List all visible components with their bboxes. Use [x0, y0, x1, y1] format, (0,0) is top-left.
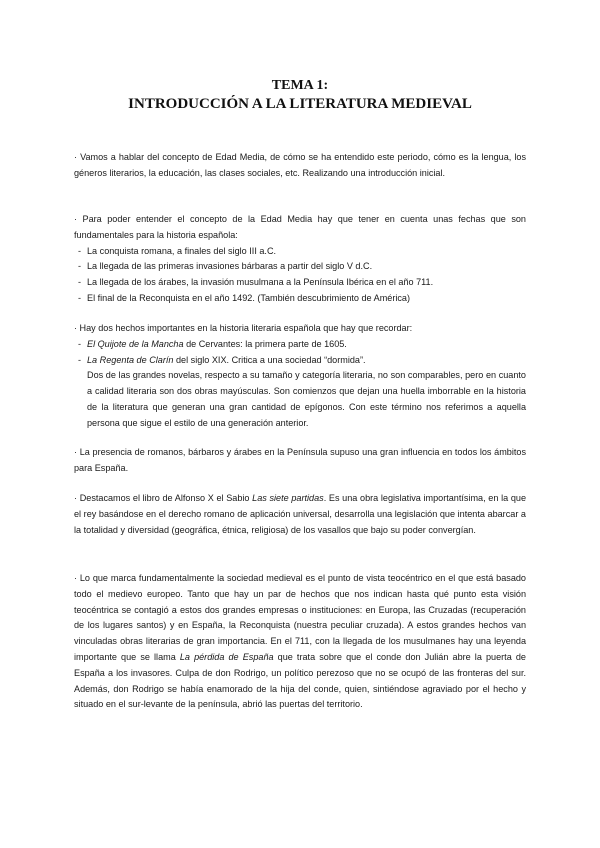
- list-item: - La conquista romana, a finales del siglo III a.C.: [74, 244, 526, 260]
- paragraph-1: [74, 150, 526, 182]
- paragraph-2-intro: · Para poder entender el concepto de la Edad Media hay que tener en cuenta unas fechas que son fundamentales para la historia española:: [74, 214, 526, 240]
- paragraph-4-text: · La presencia de romanos, bárbaros y árabes en la Península supuso una gran influencia en todos los ámbitos para España.: [74, 447, 526, 473]
- work-desc-quijote: de Cervantes: la primera parte de 1605.: [183, 338, 347, 349]
- list-item: - La llegada de los árabes, la invasión musulmana a la Península Ibérica en el año 711.: [74, 275, 526, 291]
- legend-title-perdida-espana: La pérdida de España: [179, 651, 274, 662]
- list-item: - La llegada de las primeras invasiones bárbaras a partir del siglo V d.C.: [74, 259, 526, 275]
- paragraph-6-text: [74, 571, 526, 713]
- paragraph-6-part-b: que trata sobre que el conde don Julián abre la puerta de España a los invasores. Culpa de don Rodrigo, un político perezoso que no se ocupó de las fronteras del sur. Además, don Rodrigo se había enamorado de la hija del conde, quien, sintiéndose agraviado por el hecho y situado en el sur-levante de la península, abrió las puertas del territorio.: [74, 651, 526, 710]
- paragraph-5-text: [74, 491, 526, 538]
- list-item: - El final de la Reconquista en el año 1492. (También descubrimiento de América): [74, 291, 526, 307]
- paragraph-3-body: Dos de las grandes novelas, respecto a su tamaño y categoría literaria, no son comparables, pero en cuanto a calidad literaria son dos obras mayúsculas. Son comienzos que dejan una huella imborrable en la historia de la literatura que generan una gran cantidad de epígonos. Con este término nos referimos a aquella persona que sigue el estilo de una generación anterior.: [87, 370, 526, 428]
- list-item: [74, 353, 526, 369]
- dates-list: [74, 244, 526, 307]
- work-title-quijote: El Quijote de la Mancha: [87, 338, 184, 349]
- works-list: [74, 337, 526, 369]
- title-line-2: INTRODUCCIÓN A LA LITERATURA MEDIEVAL: [128, 96, 472, 112]
- paragraph-1-text: · Vamos a hablar del concepto de Edad Media, de cómo se ha entendido este periodo, cómo es la lengua, los géneros literarios, la educación, las clases sociales, etc. Realizando una introducción inicial.: [74, 152, 526, 178]
- paragraph-5: [74, 491, 526, 538]
- book-title-siete-partidas: Las siete partidas: [252, 493, 324, 503]
- list-item: [74, 337, 526, 353]
- title-line-1: TEMA 1:: [271, 78, 329, 93]
- paragraph-5-part-a: · Destacamos el libro de Alfonso X el Sabio: [74, 493, 253, 503]
- paragraph-3-intro: · Hay dos hechos importantes en la historia literaria española que hay que recordar:: [74, 323, 413, 333]
- paragraph-4: [74, 445, 526, 477]
- paragraph-6-part-a: · Lo que marca fundamentalmente la sociedad medieval es el punto de vista teocéntrico en el que está basado todo el medievo europeo. Tanto que hay un par de hechos que nos indican hasta qué punto esta visión teocéntrica se contagió a estos dos grandes empresas o instituciones: en Europa, las Cruzadas (recuperación de los lugares santos) y en España, la Reconquista (nuestra peculiar cruzada). A estos grandes hechos van vinculadas obras literarias de gran importancia. En el 711, con la llegada de los musulmanes hay una leyenda importante que se llama: [74, 573, 526, 662]
- work-desc-regenta: del siglo XIX. Critica a una sociedad “dormida”.: [173, 354, 366, 365]
- paragraph-3: [74, 321, 526, 432]
- paragraph-5-part-b: . Es una obra legislativa importantísima, en la que el rey basándose en el derecho romano de aplicación universal, desarrolla una legislación que intenta abarcar a la totalidad y diversidad (geográfica, étnica, religiosa) de los vasallos que bajo su poder convergían.: [74, 493, 526, 535]
- work-title-regenta: La Regenta de Clarín: [87, 354, 174, 365]
- paragraph-2: [74, 212, 526, 307]
- paragraph-6: [74, 571, 526, 713]
